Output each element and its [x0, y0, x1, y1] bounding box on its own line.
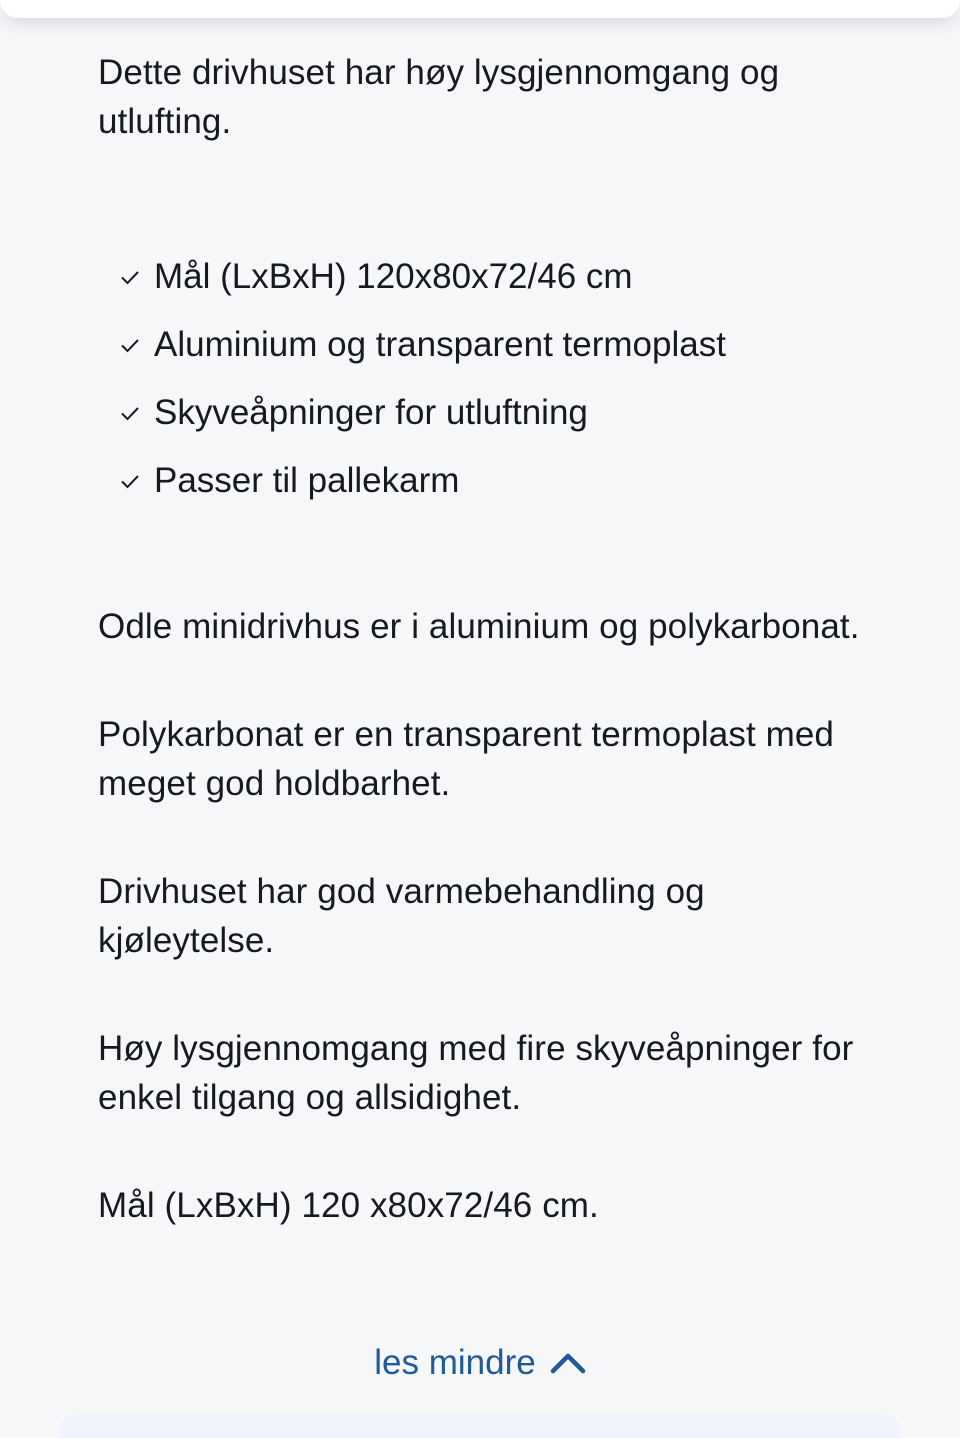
bottom-panel-edge: [60, 1414, 900, 1438]
read-less-button[interactable]: [0, 1337, 960, 1389]
read-less-label: les mindre: [374, 1343, 536, 1382]
feature-list: [98, 243, 878, 515]
check-icon: [118, 333, 142, 357]
feature-label: Aluminium og transparent termoplast: [154, 325, 726, 364]
feature-label: Skyveåpninger for utluftning: [154, 393, 588, 432]
chevron-up-icon: [550, 1349, 586, 1377]
feature-item: [118, 311, 878, 379]
description-paragraph: Polykarbonat er en transparent termoplast med meget god holdbarhet.: [98, 715, 834, 803]
feature-item: [118, 447, 878, 515]
check-icon: [118, 469, 142, 493]
intro-text: Dette drivhuset har høy lysgjennomgang og utlufting.: [98, 53, 780, 141]
check-icon: [118, 401, 142, 425]
description-paragraph: Høy lysgjennomgang med fire skyveåpninger for enkel tilgang og allsidighet.: [98, 1029, 854, 1117]
feature-label: Mål (LxBxH) 120x80x72/46 cm: [154, 257, 633, 296]
description-paragraph: Drivhuset har god varmebehandling og kjøleytelse.: [98, 872, 705, 960]
description-paragraph: Odle minidrivhus er i aluminium og polykarbonat.: [98, 607, 860, 646]
description-paragraph: Mål (LxBxH) 120 x80x72/46 cm.: [98, 1186, 599, 1225]
feature-item: [118, 379, 878, 447]
feature-label: Passer til pallekarm: [154, 461, 460, 500]
feature-item: [118, 243, 878, 311]
header-edge: [0, 0, 960, 18]
check-icon: [118, 265, 142, 289]
product-description: [98, 48, 878, 1230]
